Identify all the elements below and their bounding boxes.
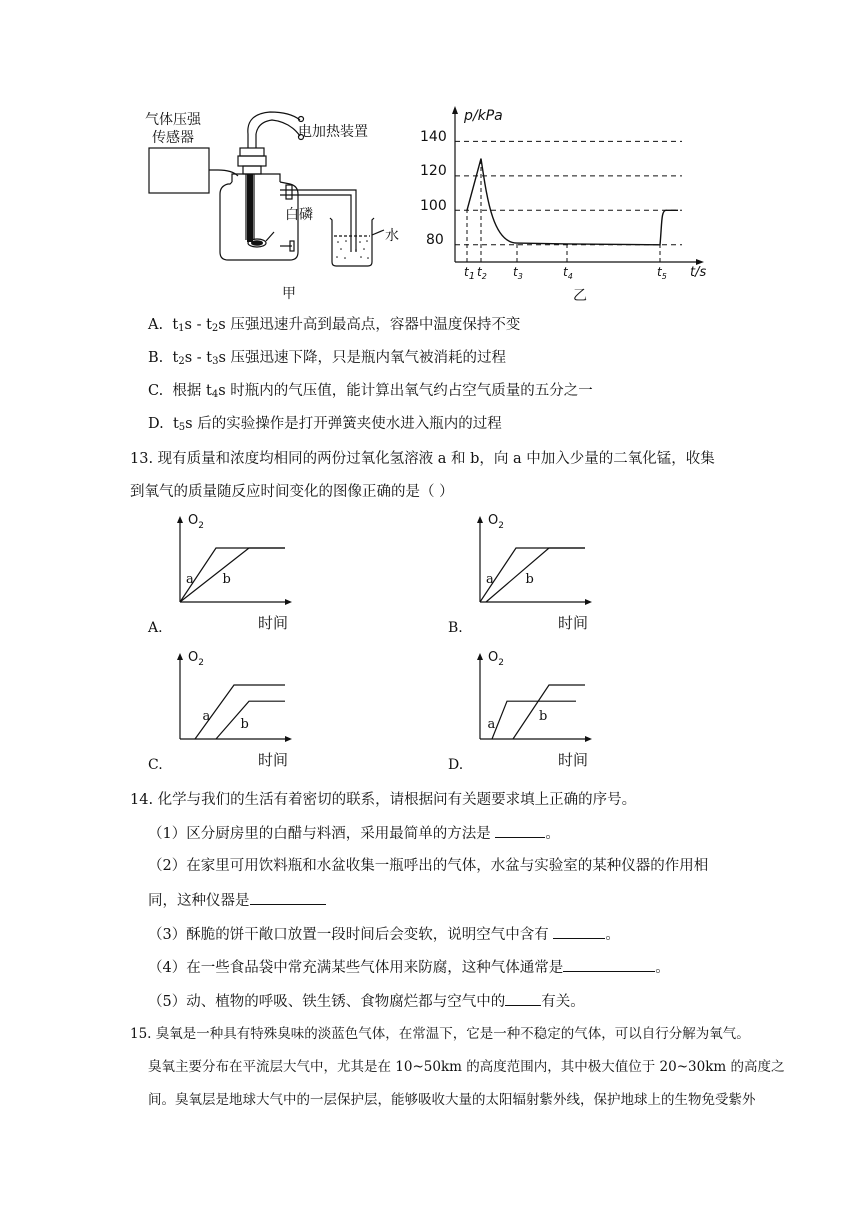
sensor-label-line1: 气体压强 [145, 112, 201, 128]
q14-item-2-cont [148, 890, 326, 911]
item-text: 同，这种仪器是 [148, 893, 250, 909]
item-text: 。 [545, 826, 560, 842]
answer-blank[interactable] [505, 991, 541, 1006]
option-text: s - t [184, 350, 213, 366]
q13-stem-line1: 13. 现有质量和浓度均相同的两份过氧化氢溶液 a 和 b，向 a 中加入少量的二氧化锰，收集 [130, 451, 715, 467]
q14-stem: 14. 化学与我们的生活有着密切的联系，请根据问有关题要求填上正确的序号。 [130, 792, 637, 808]
y-arrow [477, 516, 483, 523]
q13-graph-d[interactable] [440, 645, 620, 775]
time-axis-label: 时间 [558, 614, 589, 632]
x-arrow [585, 736, 592, 742]
series-label-b: b [222, 572, 231, 587]
x-arrow [585, 599, 592, 605]
x-axis-label: t/s [690, 265, 707, 280]
y-axis-label: p/kPa [464, 108, 503, 124]
x-tick-t1: $t_1$ [464, 265, 476, 282]
series-label-a: a [486, 572, 494, 587]
subscript: 3 [212, 356, 219, 367]
y-arrow [477, 653, 483, 660]
item-text: 。 [605, 927, 620, 943]
answer-blank[interactable] [553, 924, 605, 939]
q13-stem-line2: 到氧气的质量随反应时间变化的图像正确的是（ ） [130, 484, 454, 500]
item-text: 有关。 [541, 994, 585, 1010]
time-axis-label: 时间 [258, 751, 289, 769]
phosphorus-label: 白磷 [285, 207, 313, 223]
q13-graph-b[interactable] [440, 508, 620, 638]
pressure-sensor-box [149, 148, 209, 193]
o2-axis-label: $O_2$ [188, 513, 204, 531]
y-tick-80: 80 [426, 232, 444, 248]
q13-graph-c[interactable] [140, 645, 320, 775]
series-label-b: b [240, 717, 249, 733]
item-text: （3）酥脆的饼干敞口放置一段时间后会变软，说明空气中含有 [148, 927, 554, 943]
option-letter: B. [148, 350, 164, 366]
x-tick-t3: $t_3$ [513, 265, 523, 281]
x-tick-t2: $t_2$ [477, 265, 487, 281]
subscript: 2 [211, 323, 219, 334]
series-line-b [180, 548, 285, 602]
fig-yi-caption: 乙 [573, 288, 587, 304]
series-label-b: b [539, 709, 548, 724]
q15-line2: 臭氧主要分布在平流层大气中，尤其是在 10~50km 的高度范围内，其中极大值位于 20~30km 的高度之 [148, 1059, 785, 1075]
option-text: 根据 t [172, 383, 212, 399]
x-arrow [285, 599, 292, 605]
series-label-b: b [525, 572, 534, 587]
answer-blank[interactable] [250, 890, 326, 905]
option-text: s 压强迅速下降，只是瓶内氧气被消耗的过程 [218, 350, 507, 366]
time-axis-label: 时间 [258, 614, 289, 632]
x-arrow [285, 736, 292, 742]
subscript: 4 [211, 389, 219, 400]
q14-item-4 [148, 957, 670, 978]
x-tick-t4: $t_4$ [563, 265, 573, 281]
pressure-chart [420, 100, 720, 310]
heater-wire [248, 112, 300, 134]
series-line-a [180, 548, 285, 602]
beaker-outline [330, 218, 374, 266]
subscript: 5 [178, 422, 186, 433]
q15-line1: 15. 臭氧是一种具有特殊臭味的淡蓝色气体，在常温下，它是一种不稳定的气体，可以自行分解为氧气。 [130, 1026, 750, 1042]
subscript: 1 [178, 323, 185, 334]
q12-option-d[interactable] [148, 414, 502, 438]
apparatus-figure [140, 100, 420, 310]
o2-axis-label: $O_2$ [188, 650, 204, 668]
series-line-b [216, 701, 285, 739]
item-text: （2）在家里可用饮料瓶和水盆收集一瓶呼出的气体，水盆与实验室的某种仪器的作用相 [148, 858, 709, 874]
option-letter: D. [148, 416, 164, 432]
series-label-a: a [186, 572, 194, 587]
option-letter: B. [448, 620, 463, 636]
q12-option-b[interactable] [148, 348, 506, 372]
y-tick-120: 120 [420, 163, 447, 179]
q14-item-1 [148, 823, 560, 844]
option-text: s 时瓶内的气压值，能计算出氧气约占空气质量的五分之一 [218, 383, 593, 399]
q14-item-5 [148, 991, 585, 1012]
q14-item-2 [148, 856, 708, 876]
q12-option-c[interactable] [148, 381, 593, 405]
answer-blank[interactable] [495, 823, 545, 838]
option-letter: C. [148, 383, 164, 399]
series-label-a: a [202, 709, 211, 724]
option-letter: A. [148, 620, 163, 636]
fig-jia-caption: 甲 [282, 286, 296, 302]
q15-line3: 间。臭氧层是地球大气中的一层保护层，能够吸收大量的太阳辐射紫外线，保护地球上的生物免受紫外 [148, 1092, 756, 1108]
o2-axis-label: $O_2$ [488, 650, 504, 668]
option-letter: D. [448, 757, 464, 773]
heater-label: 电加热装置 [298, 124, 368, 140]
series-line-b [486, 548, 585, 602]
option-text: s - t [184, 317, 212, 333]
y-arrow [177, 653, 183, 660]
item-text: 。 [655, 960, 670, 976]
option-text: t [172, 317, 179, 333]
series-label-a: a [487, 717, 496, 733]
q12-option-a[interactable] [148, 315, 520, 339]
option-text: s 压强迅速升高到最高点，容器中温度保持不变 [218, 317, 521, 333]
option-text: t [172, 416, 179, 432]
option-text: s 后的实验操作是打开弹簧夹使水进入瓶内的过程 [185, 416, 502, 432]
series-line-b [513, 685, 585, 739]
time-axis-label: 时间 [558, 751, 589, 769]
q13-graph-a[interactable] [140, 508, 320, 638]
q14-item-3 [148, 924, 620, 945]
y-arrow [177, 516, 183, 523]
o2-axis-label: $O_2$ [488, 513, 504, 531]
option-text: t [172, 350, 179, 366]
item-text: （5）动、植物的呼吸、铁生锈、食物腐烂都与空气中的 [148, 994, 506, 1010]
sensor-label-line2: 传感器 [152, 130, 194, 146]
x-tick-t5: $t_5$ [657, 265, 667, 281]
answer-blank[interactable] [563, 957, 655, 972]
pressure-curve [467, 159, 678, 245]
y-tick-100: 100 [420, 198, 447, 214]
option-letter: A. [148, 317, 164, 333]
option-letter: C. [148, 757, 163, 773]
item-text: （4）在一些食品袋中常充满某些气体用来防腐，这种气体通常是 [148, 960, 564, 976]
water-label: 水 [385, 228, 399, 244]
item-text: （1）区分厨房里的白醋与料酒，采用最简单的方法是 [148, 826, 496, 842]
y-tick-140: 140 [420, 129, 447, 145]
subscript: 2 [178, 356, 185, 367]
